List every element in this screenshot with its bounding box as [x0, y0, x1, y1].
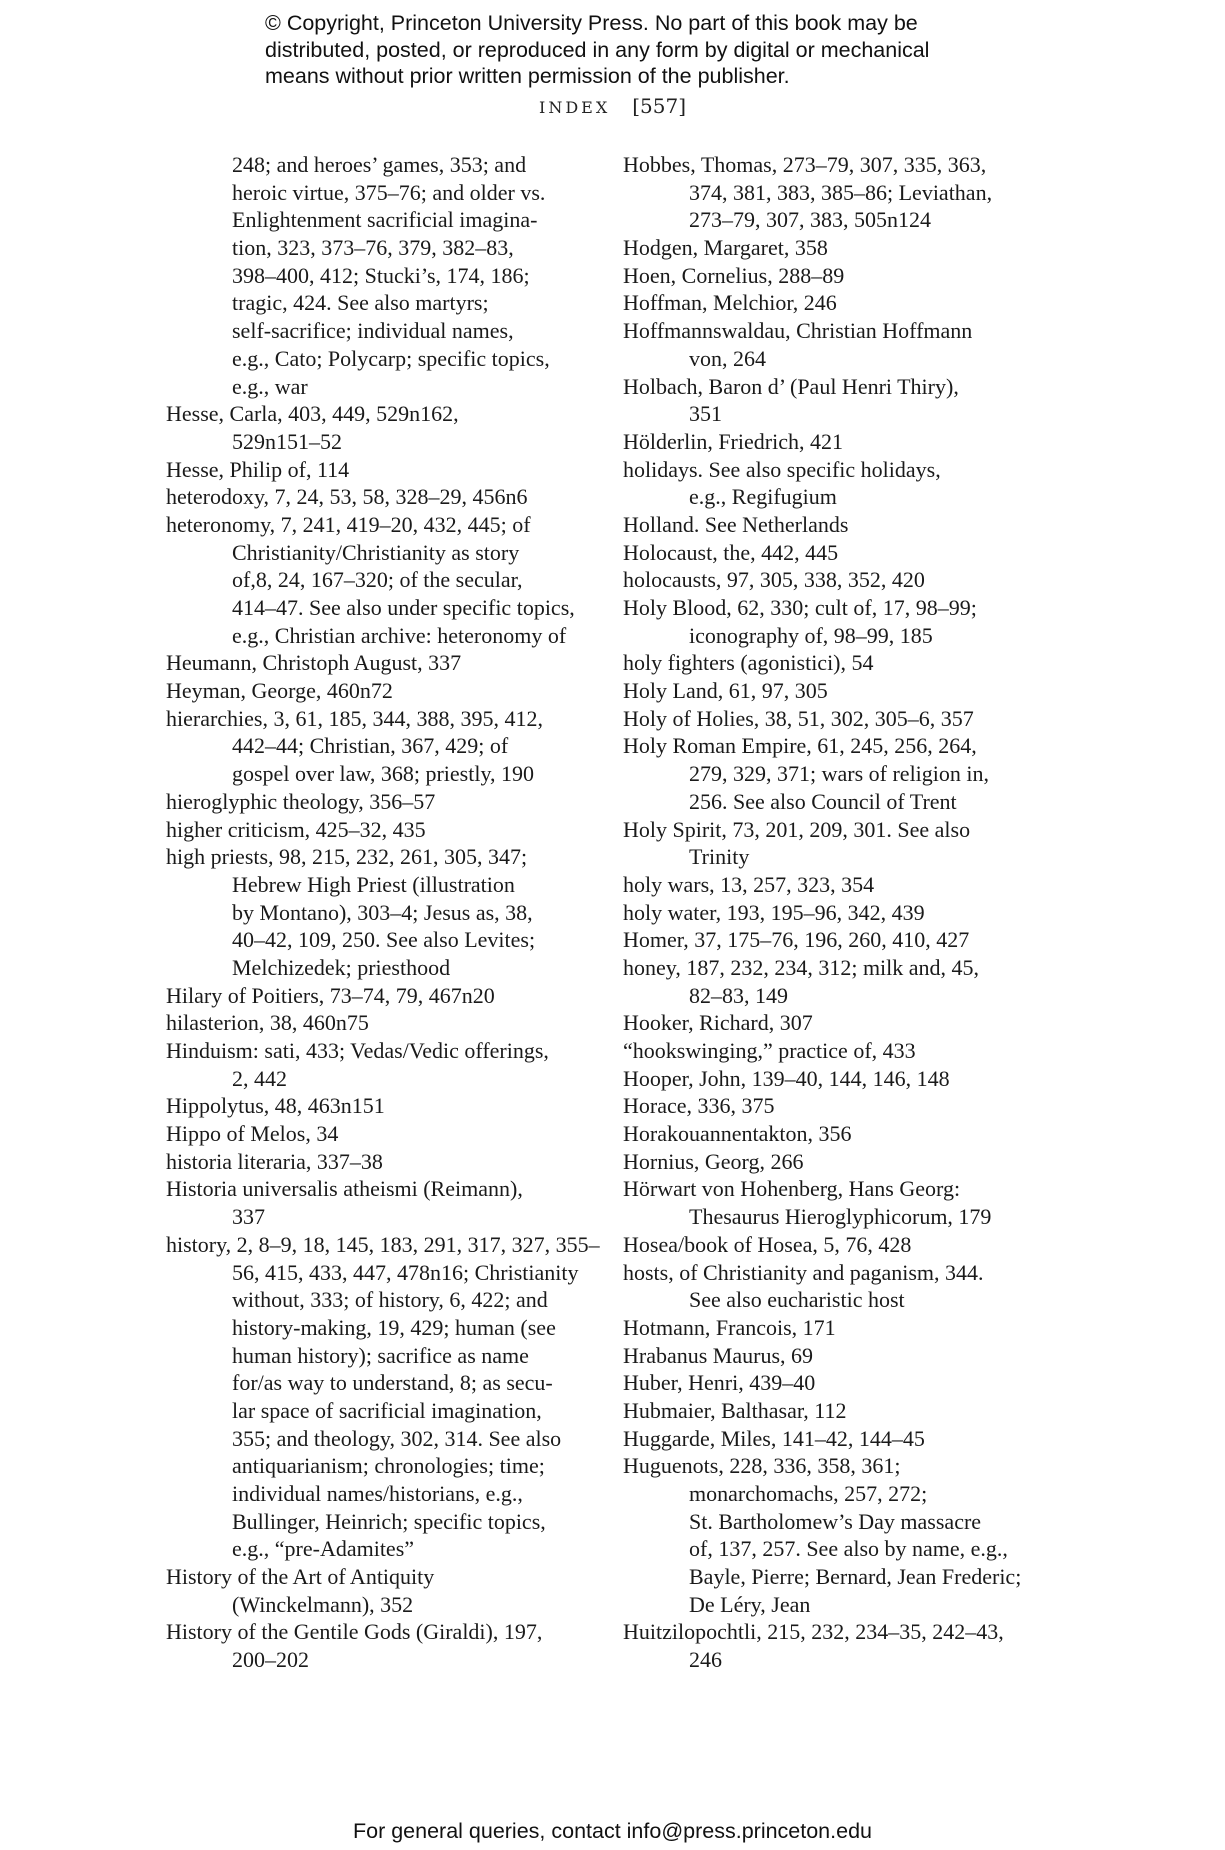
index-entry: Hölderlin, Friedrich, 421	[623, 428, 843, 454]
index-entry: Holy Roman Empire, 61, 245, 256, 264,	[623, 733, 977, 759]
index-entry: hieroglyphic theology, 356–57	[166, 788, 436, 814]
index-subline: Melchizedek; priesthood	[232, 954, 451, 980]
index-entry: Huitzilopochtli, 215, 232, 234–35, 242–43,	[623, 1619, 1004, 1645]
index-subline: self-sacrifice; individual names,	[232, 318, 514, 344]
index-entry: “hookswinging,” practice of, 433	[623, 1038, 916, 1063]
index-entry: Hinduism: sati, 433; Vedas/Vedic offerings,	[166, 1038, 549, 1063]
index-subline: e.g., Christian archive: heteronomy of	[232, 622, 567, 648]
index-entry: Hoen, Cornelius, 288–89	[623, 262, 845, 288]
index-subline: human history); sacrifice as name	[232, 1342, 529, 1368]
index-entry: Holy of Holies, 38, 51, 302, 305–6, 357	[623, 705, 974, 731]
index-subline: e.g., Regifugium	[689, 484, 837, 510]
index-entry: holy water, 193, 195–96, 342, 439	[623, 899, 925, 925]
index-entry: History of the Gentile Gods (Giraldi), 197,	[166, 1619, 543, 1645]
index-subline: by Montano), 303–4; Jesus as, 38,	[232, 899, 533, 925]
index-subline: 200–202	[232, 1647, 309, 1673]
index-subline: Thesaurus Hieroglyphicorum, 179	[689, 1204, 992, 1230]
index-entry: heterodoxy, 7, 24, 53, 58, 328–29, 456n6	[166, 484, 528, 510]
index-entry: Holland. See Netherlands	[623, 511, 849, 537]
index-entry: Hooker, Richard, 307	[623, 1010, 813, 1036]
index-subline: 529n151–52	[232, 428, 342, 454]
index-entry: Hubmaier, Balthasar, 112	[623, 1397, 847, 1423]
index-subline: 374, 381, 383, 385–86; Leviathan,	[689, 179, 993, 205]
index-subline: e.g., Cato; Polycarp; specific topics,	[232, 345, 550, 371]
index-entry: Hippolytus, 48, 463n151	[166, 1093, 385, 1119]
index-entry: hierarchies, 3, 61, 185, 344, 388, 395, 412,	[166, 705, 543, 731]
index-entry: holy fighters (agonistici), 54	[623, 650, 874, 676]
index-subline: De Léry, Jean	[689, 1591, 811, 1617]
index-entry: Huggarde, Miles, 141–42, 144–45	[623, 1425, 925, 1451]
index-subline: Bayle, Pierre; Bernard, Jean Frederic;	[689, 1564, 1022, 1590]
index-entry: Hrabanus Maurus, 69	[623, 1342, 814, 1368]
index-subline: history-making, 19, 429; human (see	[232, 1314, 556, 1340]
index-entry: Hesse, Philip of, 114	[166, 456, 350, 482]
index-subline: antiquarianism; chronologies; time;	[232, 1453, 545, 1479]
copyright-notice	[265, 10, 1045, 90]
running-head	[0, 94, 1225, 120]
index-entry: Hippo of Melos, 34	[166, 1121, 339, 1147]
index-subline: tion, 323, 373–76, 379, 382–83,	[232, 235, 514, 261]
index-entry: higher criticism, 425–32, 435	[166, 816, 426, 842]
index-subline: (Winckelmann), 352	[232, 1591, 414, 1617]
index-subline: Hebrew High Priest (illustration	[232, 871, 515, 897]
index-entry: Hesse, Carla, 403, 449, 529n162,	[166, 401, 459, 427]
index-subline: Christianity/Christianity as story	[232, 539, 520, 565]
index-subline: of, 137, 257. See also by name, e.g.,	[689, 1536, 1008, 1562]
index-entry: historia literaria, 337–38	[166, 1148, 383, 1174]
page-number: [557]	[632, 94, 686, 118]
index-subline: 246	[689, 1647, 722, 1673]
index-entry: Heumann, Christoph August, 337	[166, 650, 462, 676]
index-entry: Hodgen, Margaret, 358	[623, 235, 828, 261]
index-entry: Homer, 37, 175–76, 196, 260, 410, 427	[623, 927, 970, 953]
index-entry: Hoffmannswaldau, Christian Hoffmann	[623, 318, 973, 344]
index-subline: 442–44; Christian, 367, 429; of	[232, 733, 509, 759]
index-entry: Hobbes, Thomas, 273–79, 307, 335, 363,	[623, 152, 987, 177]
index-entry: Heyman, George, 460n72	[166, 678, 393, 704]
index-entry: Hornius, Georg, 266	[623, 1148, 804, 1174]
running-head-label: INDEX	[539, 98, 611, 117]
index-subline: 56, 415, 433, 447, 478n16; Christianity	[232, 1259, 579, 1285]
index-subline: lar space of sacrificial imagination,	[232, 1397, 542, 1423]
index-subline: 40–42, 109, 250. See also Levites;	[232, 927, 536, 953]
copyright-line: © Copyright, Princeton University Press. No part of this book may be	[265, 11, 918, 35]
index-entry: Hooper, John, 139–40, 144, 146, 148	[623, 1065, 950, 1091]
footer-contact: For general queries, contact info@press.princeton.edu	[352, 1819, 872, 1843]
index-entry: Hilary of Poitiers, 73–74, 79, 467n20	[166, 982, 495, 1008]
index-entry: Holy Land, 61, 97, 305	[623, 678, 828, 704]
index-entry: History of the Art of Antiquity	[166, 1564, 435, 1590]
index-entry: Horakouannentakton, 356	[623, 1121, 852, 1147]
index-subline: Trinity	[689, 844, 750, 870]
index-subline: 256. See also Council of Trent	[689, 788, 957, 814]
index-entry: Hosea/book of Hosea, 5, 76, 428	[623, 1231, 912, 1257]
index-entry: high priests, 98, 215, 232, 261, 305, 347;	[166, 844, 528, 870]
index-entry: Holocaust, the, 442, 445	[623, 539, 839, 565]
index-subline: 337	[232, 1204, 265, 1230]
index-column-right	[623, 151, 1063, 1674]
index-entry: Huber, Henri, 439–40	[623, 1370, 816, 1396]
index-subline: Enlightenment sacrificial imagina-	[232, 207, 538, 233]
index-entry: heteronomy, 7, 241, 419–20, 432, 445; of	[166, 511, 531, 537]
index-subline: 355; and theology, 302, 314. See also	[232, 1425, 562, 1451]
index-entry: Hörwart von Hohenberg, Hans Georg:	[623, 1176, 961, 1202]
index-entry: Horace, 336, 375	[623, 1093, 775, 1119]
index-subline: Bullinger, Heinrich; specific topics,	[232, 1508, 546, 1534]
index-entry: history, 2, 8–9, 18, 145, 183, 291, 317, 327, 355–	[166, 1231, 600, 1257]
index-subline: for/as way to understand, 8; as secu-	[232, 1370, 553, 1396]
index-subline: 398–400, 412; Stucki’s, 174, 186;	[232, 262, 530, 288]
index-entry: holidays. See also specific holidays,	[623, 456, 941, 482]
copyright-line: distributed, posted, or reproduced in any form by digital or mechanical	[265, 37, 930, 62]
index-subline: 279, 329, 371; wars of religion in,	[689, 761, 990, 787]
index-entry: holy wars, 13, 257, 323, 354	[623, 871, 875, 897]
index-subline: gospel over law, 368; priestly, 190	[232, 761, 535, 787]
index-subline: 351	[689, 401, 722, 427]
index-entry: Huguenots, 228, 336, 358, 361;	[623, 1453, 901, 1479]
index-subline: e.g., “pre-Adamites”	[232, 1536, 415, 1562]
index-subline: 414–47. See also under specific topics,	[232, 595, 575, 620]
index-subline: e.g., war	[232, 373, 308, 399]
index-subline: without, 333; of history, 6, 422; and	[232, 1287, 548, 1313]
index-subline: von, 264	[689, 345, 766, 371]
index-subline: 82–83, 149	[689, 982, 788, 1008]
index-subline: iconography of, 98–99, 185	[689, 622, 933, 648]
index-subline: St. Bartholomew’s Day massacre	[689, 1508, 982, 1534]
index-entry: hosts, of Christianity and paganism, 344.	[623, 1259, 984, 1285]
index-entry: hilasterion, 38, 460n75	[166, 1010, 369, 1036]
index-entry: Hotmann, Francois, 171	[623, 1314, 836, 1340]
index-entry: holocausts, 97, 305, 338, 352, 420	[623, 567, 925, 593]
index-subline: 2, 442	[232, 1065, 287, 1091]
index-entry: Holy Spirit, 73, 201, 209, 301. See also	[623, 816, 971, 842]
index-subline: heroic virtue, 375–76; and older vs.	[232, 179, 546, 205]
index-subline: 273–79, 307, 383, 505n124	[689, 207, 931, 233]
index-entry: Historia universalis atheismi (Reimann),	[166, 1176, 523, 1202]
index-subline: tragic, 424. See also martyrs;	[232, 290, 489, 316]
index-subline: of,8, 24, 167–320; of the secular,	[232, 567, 523, 593]
index-subline: 248; and heroes’ games, 353; and	[232, 152, 527, 177]
index-subline: individual names/historians, e.g.,	[232, 1481, 523, 1506]
index-subline: monarchomachs, 257, 272;	[689, 1481, 928, 1506]
index-entry: Holy Blood, 62, 330; cult of, 17, 98–99;	[623, 595, 977, 620]
index-column-left	[166, 151, 600, 1674]
index-entry: Holbach, Baron d’ (Paul Henri Thiry),	[623, 373, 959, 399]
index-entry: honey, 187, 232, 234, 312; milk and, 45,	[623, 954, 980, 980]
copyright-line: means without prior written permission of the publisher.	[265, 64, 790, 88]
index-entry: Hoffman, Melchior, 246	[623, 290, 837, 316]
index-subline: See also eucharistic host	[689, 1287, 905, 1313]
